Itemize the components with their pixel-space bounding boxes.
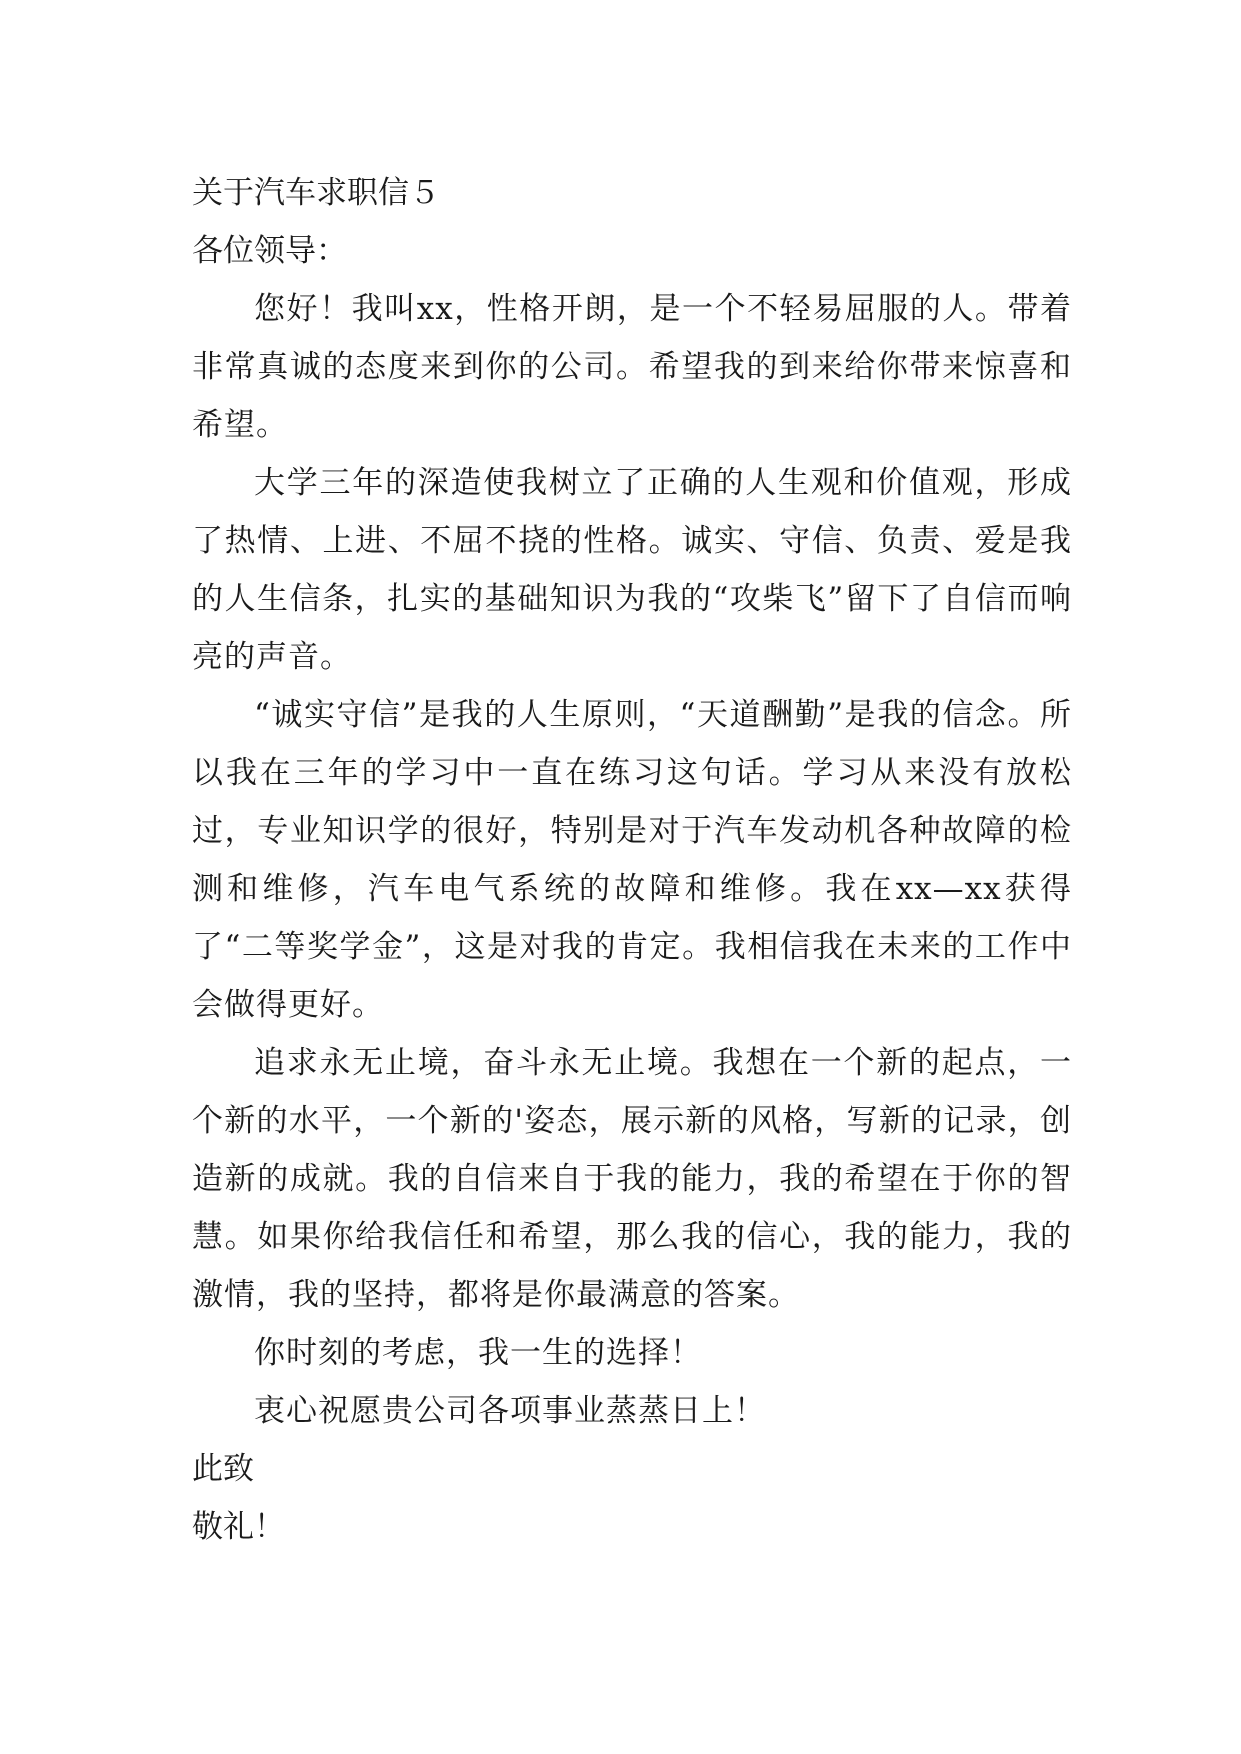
paragraph-wishes: 衷心祝愿贵公司各项事业蒸蒸日上！ (254, 1393, 766, 1429)
closing-jingli: 敬礼！ (192, 1509, 285, 1545)
letter-title: 关于汽车求职信５ (192, 175, 440, 211)
paragraph-principles: “诚实守信”是我的人生原则，“天道酬勤”是我的信念。所以我在三年的学习中一直在练习这句话。学习从来没有放松过，专业知识学的很好，特别是对于汽车发动机各种故障的检测和维修，汽车电气系统的故障和维修。我在xx—xx获得了“二等奖学金”，这是对我的肯定。我相信我在未来的工作中会做得更好。 (192, 697, 1072, 1023)
paragraph-education: 大学三年的深造使我树立了正确的人生观和价值观，形成了热情、上进、不屈不挠的性格。诚实、守信、负责、爱是我的人生信条，扎实的基础知识为我的“攻柴飞”留下了自信而响亮的声音。 (192, 465, 1072, 675)
paragraph-aspiration: 追求永无止境，奋斗永无止境。我想在一个新的起点，一个新的水平，一个新的'姿态，展示新的风格，写新的记录，创造新的成就。我的自信来自于我的能力，我的希望在于你的智慧。如果你给我信任和希望，那么我的信心，我的能力，我的激情，我的坚持，都将是你最满意的答案。 (192, 1045, 1072, 1313)
letter-page (192, 164, 1072, 1556)
paragraph-choice: 你时刻的考虑，我一生的选择！ (254, 1335, 702, 1371)
closing-cizhi: 此致 (192, 1451, 254, 1487)
salutation: 各位领导： (192, 233, 347, 269)
paragraph-greeting: 您好！我叫xx，性格开朗，是一个不轻易屈服的人。带着非常真诚的态度来到你的公司。希望我的到来给你带来惊喜和希望。 (192, 291, 1072, 443)
